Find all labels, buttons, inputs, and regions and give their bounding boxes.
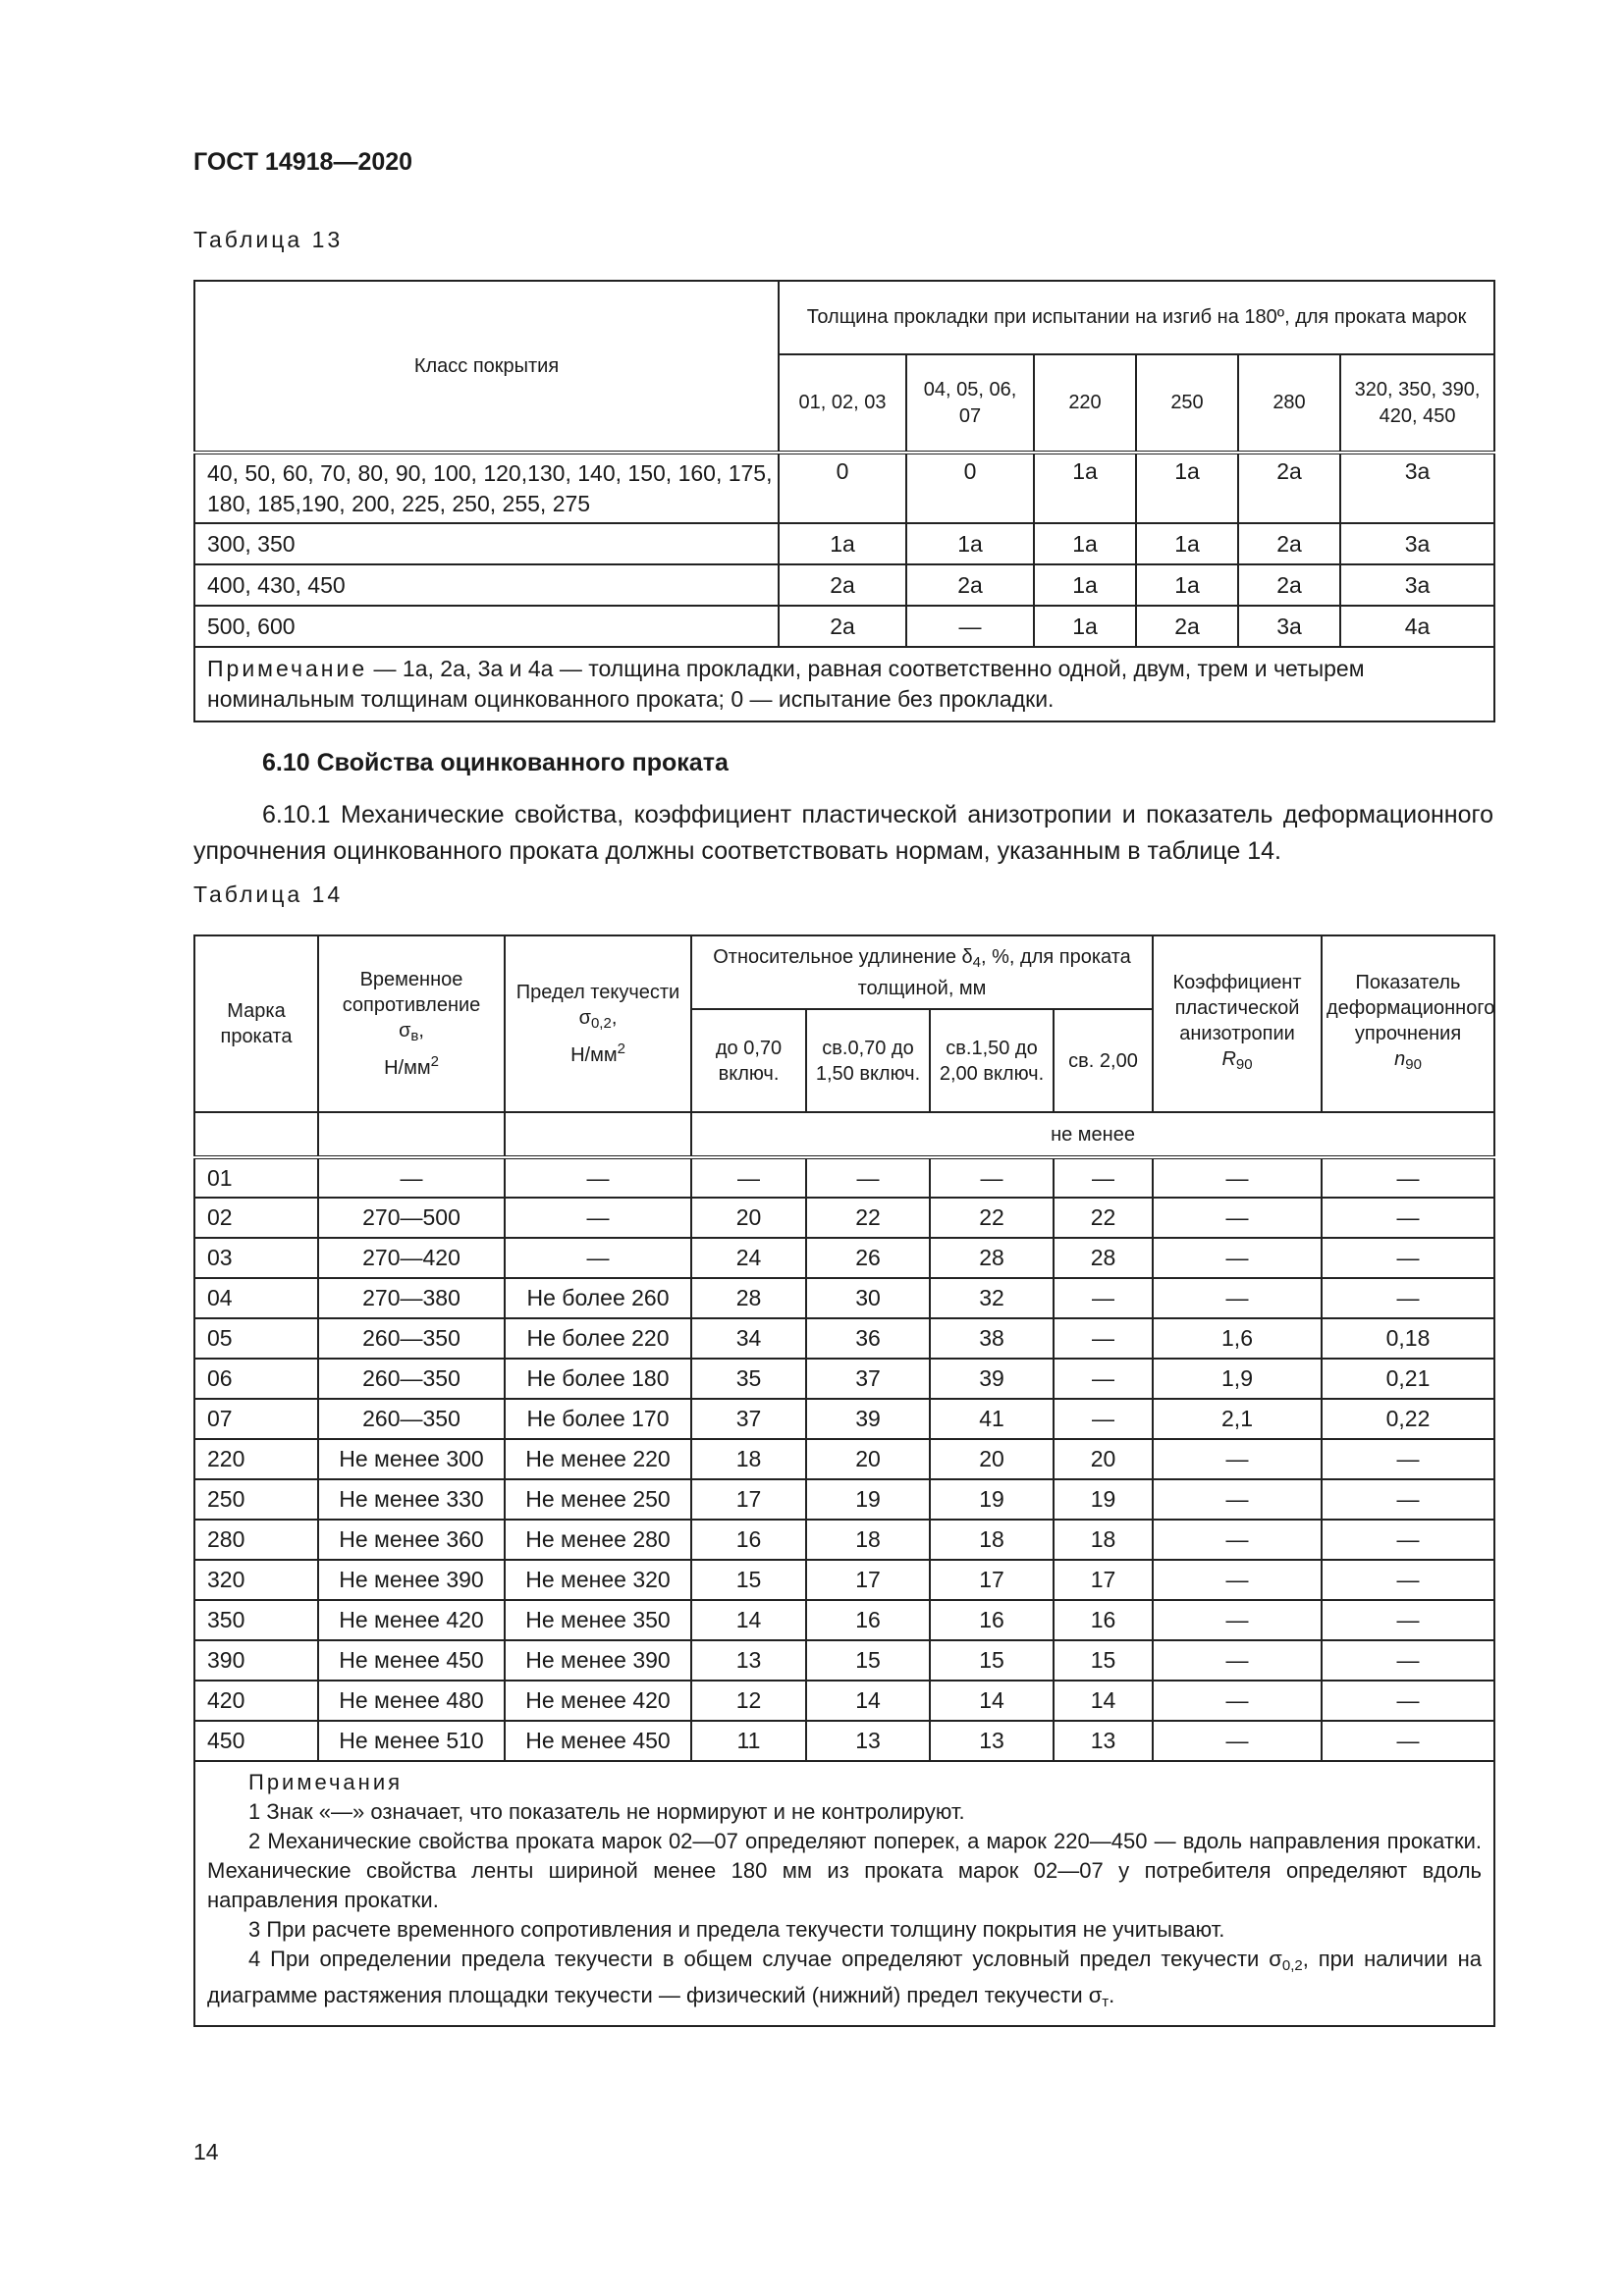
table-row xyxy=(194,1721,1494,1761)
table-cell: Не менее 250 xyxy=(505,1479,691,1520)
column-header: св.1,50 до 2,00 включ. xyxy=(930,1009,1054,1112)
table-cell: 2а xyxy=(906,564,1034,606)
table-cell: 13 xyxy=(691,1640,806,1681)
column-header: до 0,70 включ. xyxy=(691,1009,806,1112)
table-row xyxy=(194,1681,1494,1721)
table-cell: 14 xyxy=(1054,1681,1153,1721)
table-cell: 2а xyxy=(779,606,906,647)
table-cell: — xyxy=(906,606,1034,647)
class-header: Класс покрытия xyxy=(194,281,779,453)
table-cell: 260—350 xyxy=(318,1359,505,1399)
table-row xyxy=(194,1560,1494,1600)
mark-cell: 220 xyxy=(194,1439,318,1479)
table-cell: Не менее 420 xyxy=(318,1600,505,1640)
table-row xyxy=(194,1318,1494,1359)
table-cell: Не менее 450 xyxy=(318,1640,505,1681)
mark-cell: 04 xyxy=(194,1278,318,1318)
table-cell: 4а xyxy=(1340,606,1494,647)
table-cell: 13 xyxy=(1054,1721,1153,1761)
table-cell: 39 xyxy=(806,1399,930,1439)
coating-class-cell: 300, 350 xyxy=(194,523,779,564)
table-cell: 16 xyxy=(1054,1600,1153,1640)
notes-row xyxy=(194,1761,1494,2026)
table-cell: — xyxy=(1054,1278,1153,1318)
table-cell: — xyxy=(1153,1479,1322,1520)
table-cell: 37 xyxy=(691,1399,806,1439)
coating-class-cell: 40, 50, 60, 70, 80, 90, 100, 120,130, 140, 150, 160, 175, 180, 185,190, 200, 225, 250, 255, 275 xyxy=(194,453,779,523)
table-cell: — xyxy=(505,1157,691,1198)
table-cell: 39 xyxy=(930,1359,1054,1399)
table-cell: Не менее 390 xyxy=(318,1560,505,1600)
table-cell: 1а xyxy=(1034,453,1136,523)
table-13 xyxy=(193,280,1495,722)
table-cell: 28 xyxy=(930,1238,1054,1278)
table-cell: 12 xyxy=(691,1681,806,1721)
table-row xyxy=(194,1359,1494,1399)
note-text: — 1а, 2а, 3а и 4а — толщина прокладки, равная соответственно одной, двум, трем и четырем номинальным толщинам оцинкованного проката; 0 — испытание без прокладки. xyxy=(207,656,1365,712)
table-cell: 28 xyxy=(1054,1238,1153,1278)
table-row xyxy=(194,1399,1494,1439)
table-cell: — xyxy=(806,1157,930,1198)
table-cell: 1а xyxy=(1034,564,1136,606)
table-cell: — xyxy=(1322,1560,1494,1600)
table-cell: 1а xyxy=(1136,453,1238,523)
table-cell: — xyxy=(1153,1681,1322,1721)
table-cell: 14 xyxy=(806,1681,930,1721)
table-cell: 32 xyxy=(930,1278,1054,1318)
table-cell: 19 xyxy=(1054,1479,1153,1520)
table-cell: 28 xyxy=(691,1278,806,1318)
table-14-body xyxy=(194,1157,1494,1761)
table-cell: — xyxy=(1153,1198,1322,1238)
table-cell: 3а xyxy=(1340,564,1494,606)
table-cell: — xyxy=(1054,1157,1153,1198)
table-cell: 270—500 xyxy=(318,1198,505,1238)
table-cell: — xyxy=(1322,1640,1494,1681)
table-cell: 16 xyxy=(691,1520,806,1560)
table-cell: 15 xyxy=(930,1640,1054,1681)
mark-cell: 06 xyxy=(194,1359,318,1399)
table-cell: 13 xyxy=(930,1721,1054,1761)
table-cell: — xyxy=(1153,1640,1322,1681)
table-cell: 0 xyxy=(779,453,906,523)
mark-cell: 280 xyxy=(194,1520,318,1560)
table14-caption: Таблица 14 xyxy=(193,881,344,907)
table-cell: — xyxy=(1153,1278,1322,1318)
table-cell: 20 xyxy=(1054,1439,1153,1479)
mark-cell: 02 xyxy=(194,1198,318,1238)
table-cell: Не менее 510 xyxy=(318,1721,505,1761)
table-cell: — xyxy=(505,1198,691,1238)
table-cell: — xyxy=(1054,1318,1153,1359)
column-header: св.0,70 до 1,50 включ. xyxy=(806,1009,930,1112)
table-cell: Не более 180 xyxy=(505,1359,691,1399)
table-cell: Не менее 420 xyxy=(505,1681,691,1721)
table-cell: — xyxy=(1153,1439,1322,1479)
note-label: Примечание xyxy=(207,656,368,681)
table-cell: 260—350 xyxy=(318,1399,505,1439)
anisotropy-header: Коэффициент пластической анизотропии $R_{90}$ xyxy=(1153,935,1322,1112)
table-cell: Не более 220 xyxy=(505,1318,691,1359)
table-cell: — xyxy=(318,1157,505,1198)
table-cell: 2а xyxy=(779,564,906,606)
table-cell: 17 xyxy=(1054,1560,1153,1600)
table-cell: 1,9 xyxy=(1153,1359,1322,1399)
table-cell: 22 xyxy=(1054,1198,1153,1238)
table-row xyxy=(194,1640,1494,1681)
table-cell: Не менее 280 xyxy=(505,1520,691,1560)
mark-cell: 250 xyxy=(194,1479,318,1520)
note-row xyxy=(194,647,1494,721)
table-row xyxy=(194,1157,1494,1198)
table-cell: 20 xyxy=(806,1439,930,1479)
table-cell: — xyxy=(1153,1600,1322,1640)
table-cell: 2а xyxy=(1238,523,1340,564)
table-row xyxy=(194,606,1494,647)
mark-cell: 07 xyxy=(194,1399,318,1439)
table-cell: Не более 170 xyxy=(505,1399,691,1439)
table-cell: 22 xyxy=(930,1198,1054,1238)
table-cell: 16 xyxy=(806,1600,930,1640)
mark-cell: 390 xyxy=(194,1640,318,1681)
table-cell: — xyxy=(1322,1600,1494,1640)
table-cell: — xyxy=(691,1157,806,1198)
table-cell: — xyxy=(1322,1479,1494,1520)
table-cell: 36 xyxy=(806,1318,930,1359)
table-row xyxy=(194,453,1494,523)
table-cell: 1а xyxy=(1034,606,1136,647)
table-cell: 1а xyxy=(779,523,906,564)
table-row xyxy=(194,1439,1494,1479)
table-cell: 11 xyxy=(691,1721,806,1761)
hardening-header: Показатель деформационного упрочнения $n_{90}$ xyxy=(1322,935,1494,1112)
table-cell: 1а xyxy=(1034,523,1136,564)
table-cell: 0,22 xyxy=(1322,1399,1494,1439)
table-cell: 19 xyxy=(806,1479,930,1520)
table-cell: 22 xyxy=(806,1198,930,1238)
table-row xyxy=(194,1238,1494,1278)
mark-cell: 05 xyxy=(194,1318,318,1359)
table-cell: 17 xyxy=(806,1560,930,1600)
table-cell: 38 xyxy=(930,1318,1054,1359)
table-row xyxy=(194,564,1494,606)
table-cell: 3а xyxy=(1340,453,1494,523)
table-cell: Не более 260 xyxy=(505,1278,691,1318)
table-cell: 270—420 xyxy=(318,1238,505,1278)
note-4: 4 При определении предела текучести в общем случае определяют условный предел текучести $\sigma_{0,2}$, при наличии на диаграмме растяжения площадки текучести — физический (нижний) предел текучести $\sigma_т$. xyxy=(207,1947,1483,2010)
notes-title: Примечания xyxy=(248,1770,404,1794)
table-cell: — xyxy=(1054,1359,1153,1399)
table-row xyxy=(194,1600,1494,1640)
table-cell: 16 xyxy=(930,1600,1054,1640)
table-cell: 18 xyxy=(1054,1520,1153,1560)
table-cell: — xyxy=(1322,1278,1494,1318)
table-row xyxy=(194,1198,1494,1238)
table-cell: — xyxy=(1322,1157,1494,1198)
table-cell: 1а xyxy=(1136,564,1238,606)
table-cell: 260—350 xyxy=(318,1318,505,1359)
table-cell: — xyxy=(1322,1238,1494,1278)
mark-cell: 350 xyxy=(194,1600,318,1640)
table-cell: 15 xyxy=(691,1560,806,1600)
table-cell: Не менее 330 xyxy=(318,1479,505,1520)
table-cell: — xyxy=(1153,1157,1322,1198)
note-1: 1 Знак «—» означает, что показатель не нормируют и не контролируют. xyxy=(248,1799,965,1824)
column-header: св. 2,00 xyxy=(1054,1009,1153,1112)
table-row xyxy=(194,1479,1494,1520)
table-cell: Не менее 350 xyxy=(505,1600,691,1640)
column-header: 250 xyxy=(1136,354,1238,453)
table-cell: Не менее 390 xyxy=(505,1640,691,1681)
table-cell: 1,6 xyxy=(1153,1318,1322,1359)
page-number: 14 xyxy=(193,2139,219,2164)
section-heading: 6.10 Свойства оцинкованного проката xyxy=(262,749,729,776)
table-cell: 0,18 xyxy=(1322,1318,1494,1359)
column-header: 01, 02, 03 xyxy=(779,354,906,453)
yield-header: Предел текучести $\sigma_{0,2}$, $Н/мм^2$ xyxy=(505,935,691,1112)
elongation-group-header: Относительное удлинение $\delta_4$, %, для проката толщиной, мм xyxy=(691,935,1153,1009)
table-cell: 1а xyxy=(1136,523,1238,564)
table-cell: 15 xyxy=(806,1640,930,1681)
table-cell: — xyxy=(1153,1238,1322,1278)
column-header: 220 xyxy=(1034,354,1136,453)
table13-caption: Таблица 13 xyxy=(193,227,344,252)
table-cell: 13 xyxy=(806,1721,930,1761)
table-cell: — xyxy=(505,1238,691,1278)
mark-cell: 03 xyxy=(194,1238,318,1278)
table-cell: 14 xyxy=(691,1600,806,1640)
table-cell: Не менее 480 xyxy=(318,1681,505,1721)
table-cell: 14 xyxy=(930,1681,1054,1721)
table-cell: 2а xyxy=(1238,453,1340,523)
column-header: 280 xyxy=(1238,354,1340,453)
table-row xyxy=(194,1278,1494,1318)
mark-cell: 01 xyxy=(194,1157,318,1198)
table-cell: — xyxy=(1322,1520,1494,1560)
mark-cell: 320 xyxy=(194,1560,318,1600)
table-cell: 15 xyxy=(1054,1640,1153,1681)
table-cell: 0 xyxy=(906,453,1034,523)
table13-note xyxy=(194,647,1494,721)
table-cell: 19 xyxy=(930,1479,1054,1520)
table-cell: 270—380 xyxy=(318,1278,505,1318)
thickness-group-header: Толщина прокладки при испытании на изгиб на 180º, для проката марок xyxy=(779,281,1494,354)
table-cell: 2а xyxy=(1238,564,1340,606)
table-cell: 35 xyxy=(691,1359,806,1399)
table-row xyxy=(194,523,1494,564)
table-cell: — xyxy=(1322,1681,1494,1721)
table-cell: 3а xyxy=(1238,606,1340,647)
table-cell: — xyxy=(1054,1399,1153,1439)
document-code: ГОСТ 14918—2020 xyxy=(193,148,413,176)
table-cell: — xyxy=(1153,1520,1322,1560)
coating-class-cell: 500, 600 xyxy=(194,606,779,647)
table-14 xyxy=(193,934,1495,2027)
table-cell: 18 xyxy=(691,1439,806,1479)
table14-notes xyxy=(194,1761,1494,2026)
table-cell: 1а xyxy=(906,523,1034,564)
table-cell: 30 xyxy=(806,1278,930,1318)
column-header: 320, 350, 390, 420, 450 xyxy=(1340,354,1494,453)
table-cell: 26 xyxy=(806,1238,930,1278)
table-cell: 34 xyxy=(691,1318,806,1359)
table-cell: 41 xyxy=(930,1399,1054,1439)
table-cell: 0,21 xyxy=(1322,1359,1494,1399)
table-cell: — xyxy=(1322,1198,1494,1238)
column-header: 04, 05, 06, 07 xyxy=(906,354,1034,453)
table-cell: — xyxy=(930,1157,1054,1198)
table-cell: — xyxy=(1322,1439,1494,1479)
table-cell: 20 xyxy=(930,1439,1054,1479)
tensile-header: Временное сопротивление $\sigma_в$, $Н/мм^2$ xyxy=(318,935,505,1112)
table-cell: 2а xyxy=(1136,606,1238,647)
mark-header: Марка проката xyxy=(194,935,318,1112)
table-cell: 24 xyxy=(691,1238,806,1278)
table-cell: 2,1 xyxy=(1153,1399,1322,1439)
table-cell: 37 xyxy=(806,1359,930,1399)
table-cell: 18 xyxy=(806,1520,930,1560)
table-cell: 17 xyxy=(930,1560,1054,1600)
coating-class-cell: 400, 430, 450 xyxy=(194,564,779,606)
table-cell: 18 xyxy=(930,1520,1054,1560)
table-cell: Не менее 300 xyxy=(318,1439,505,1479)
note-3: 3 При расчете временного сопротивления и предела текучести толщину покрытия не учитывают. xyxy=(248,1917,1225,1942)
body-paragraph: 6.10.1 Механические свойства, коэффициент пластической анизотропии и показатель деформационного упрочнения оцинкованного проката должны соответствовать нормам, указанным в таблице 14. xyxy=(193,801,1493,865)
table-cell: — xyxy=(1322,1721,1494,1761)
mark-cell: 450 xyxy=(194,1721,318,1761)
table-cell: — xyxy=(1153,1721,1322,1761)
table-cell: 20 xyxy=(691,1198,806,1238)
table-row xyxy=(194,1520,1494,1560)
note-2: 2 Механические свойства проката марок 02—07 определяют поперек, а марок 220—450 — вдоль направления прокатки. Механические свойства ленты шириной менее 180 мм из проката марок 02—07 у потребителя определяют вдоль направления прокатки. xyxy=(207,1829,1483,1912)
min-header: не менее xyxy=(691,1112,1494,1157)
mark-cell: 420 xyxy=(194,1681,318,1721)
table-cell: Не менее 360 xyxy=(318,1520,505,1560)
table-cell: 3а xyxy=(1340,523,1494,564)
table-cell: — xyxy=(1153,1560,1322,1600)
table-cell: Не менее 220 xyxy=(505,1439,691,1479)
table-cell: Не менее 320 xyxy=(505,1560,691,1600)
table-cell: 17 xyxy=(691,1479,806,1520)
table-cell: Не менее 450 xyxy=(505,1721,691,1761)
